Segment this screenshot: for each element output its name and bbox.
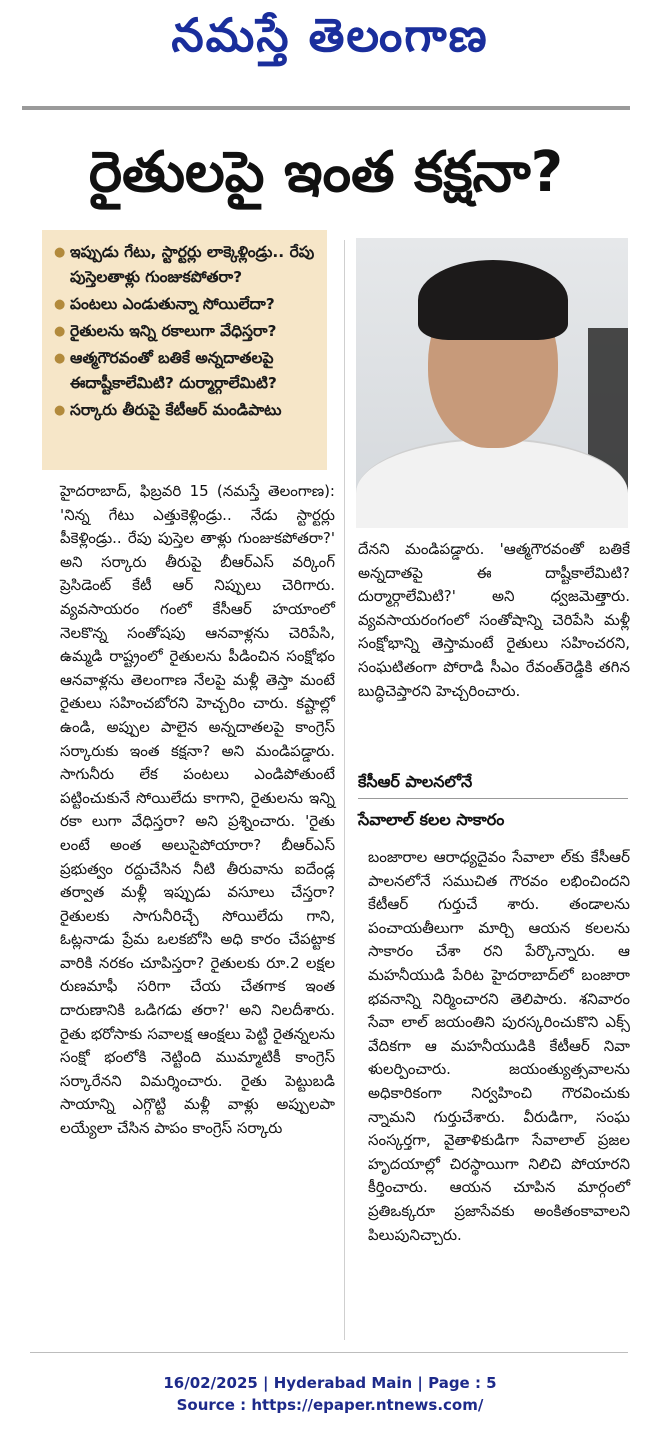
footer-date-edition: 16/02/2025 | Hyderabad Main | Page : 5 [163,1374,497,1392]
headline: రైతులపై ఇంత కక్షనా? [88,140,564,205]
article-body-right-bottom: బంజారాల ఆరాధ్యదైవం సేవాలా ల్‌కు కేసీఆర్ పాలనలోనే సముచిత గౌరవం లభించిందని కేటీఆర్ గుర్తుచే శారు. తండాలను పంచాయతీలుగా మార్చి ఆయన కలలను సాకారం చేశా రని పేర్కొన్నారు. ఆ మహనీయుడి పేరిట హైదరాబాద్‌లో బంజారా భవనాన్ని నిర్మించారని తెలిపారు. శనివారం సేవా లాల్ జయంతిని పురస్కరించుకొని ఎక్స్ వేదికగా ఆ మహనీయుడికి కేటీఆర్ నివా ళులర్పించారు. జయంత్యుత్సవాలను అధికారికంగా నిర్వహించి గౌరవించుకు న్నామని గుర్తుచేశారు. వీరుడిగా, సంఘ సంస్కర్తగా, వైతాళికుడిగా సేవాలాల్ ప్రజల హృదయాల్లో చిరస్థాయిగా నిలిచి పోయారని కీర్తించారు. ఆయన చూపిన మార్గంలో ప్రతిఒక్కరూ ప్రజాసేవకు అంకితంకావాలని పిలుపునిచ్చారు. [368,848,630,1244]
column-divider [344,240,345,1340]
masthead-rule [22,106,630,110]
bullet-icon: ● [54,324,66,339]
photo-hair [418,260,568,340]
footer-rule [30,1352,628,1353]
subheading-rule [358,798,628,799]
masthead [0,0,660,100]
highlight-item: ● ఇప్పుడు గేటు, స్టార్టర్లు లాక్కెళ్లిండ్రు.. రేపు పుస్తెలతాళ్లు గుంజుకపోతరా? [54,240,319,290]
bullet-icon: ● [54,351,66,366]
newspaper-logo: నమస్తే తెలంగాణ [171,8,489,62]
highlight-item: ● రైతులను ఇన్ని రకాలుగా వేధిస్తరా? [54,319,319,344]
footer [0,1372,660,1416]
article-body-right-top: దేనని మండిపడ్డారు. 'ఆత్మగౌరవంతో బతికే అన్నదాతపై ఈ దాష్టీకాలేమిటి? దుర్మార్గాలేమిటి?' అని ధ్వజమెత్తారు. వ్యవసాయరంగంలో సంతోషాన్ని చెరిపేసి మళ్లీ సంక్షోభాన్ని తెస్తామంటే రైతులు సహించరని, సంఘటితంగా పోరాడి సీఎం రేవంత్‌రెడ్డికి తగిన బుద్ధిచెప్తారని హెచ్చరించారు. [358,540,630,700]
subheading-2: సేవాలాల్ కలల సాకారం [358,810,505,829]
bullet-icon: ● [54,403,66,418]
article-body-left: హైదరాబాద్, ఫిబ్రవరి 15 (నమస్తే తెలంగాణ): 'నిన్న గేటు ఎత్తుకెళ్లిండ్రు.. నేడు స్టార్టర్లు పీకెళ్లిండ్రు.. రేపు పుస్తెల తాళ్లు గుంజుకపోతరా?' అని సర్కారు తీరుపై బీఆర్ఎస్ వర్కింగ్ ప్రెసిడెంట్ కేటీ ఆర్ నిప్పులు చెరిగారు. వ్యవసాయరం గంలో కేసీఆర్ హయాంలో నెలకొన్న సంతోషపు ఆనవాళ్లను చెరిపేసి, ఉమ్మడి రాష్ట్రంలో రైతులను పీడించిన సంక్షోభం ఆనవాళ్లను తెలంగాణ నేలపై మళ్లీ తెస్తా మంటే రైతులు సహించబోరని హెచ్చరిం చారు. కష్టాల్లో ఉండి, అప్పుల పాలైన అన్నదాతలపై కాంగ్రెస్ సర్కారుకు ఇంత కక్షనా? అని మండిపడ్డారు. సాగునీరు లేక పంటలు ఎండిపోతుంటే పట్టించుకునే సోయిలేదు కాగాని, రైతులను ఇన్ని రకా లుగా వేధిస్తరా? అని ప్రశ్నించారు. 'రైతు లంటే అంత అలుసైపోయారా? బీఆర్ఎస్ ప్రభుత్వం రద్దుచేసిన నీటి తీరువాను ఐదేండ్ల తర్వాత మళ్లీ ఇప్పుడు వసూలు చేస్తరా? రైతులకు సాగునీరిచ్చే సోయిలేదు గాని, ఓట్లనాడు ప్రేమ ఒలకబోసి అధి కారం చేపట్టాక వారికి నరకం చూపిస్తరా? రైతులకు రూ.2 లక్షల రుణమాఫీ సరిగా చేయ చేతగాక ఇంత దారుణానికి ఒడిగడు తరా?' అని నిలదీశారు. రైతు భరోసాకు సవాలక్ష ఆంక్షలు పెట్టి రైతన్నలను సంక్షో భంలోకి నెట్టింది ముమ్మాటికీ కాంగ్రెస్ సర్కారేనని విమర్శించారు. రైతు పెట్టుబడి సాయాన్ని ఎగ్గొట్టి మళ్లీ వాళ్లు అప్పులపా లయ్యేలా చేసిన పాపం కాంగ్రెస్ సర్కారు [60,482,335,1138]
subheading-1: కేసీఆర్ పాలనలోనే [358,772,473,791]
highlight-item: ● సర్కారు తీరుపై కేటీఆర్ మండిపాటు [54,398,319,423]
bullet-icon: ● [54,245,66,260]
bullet-icon: ● [54,297,66,312]
highlight-item: ● పంటలు ఎండుతున్నా సోయిలేదా? [54,292,319,317]
footer-source: Source : https://epaper.ntnews.com/ [176,1396,484,1414]
highlight-item: ● ఆత్మగౌరవంతో బతికే అన్నదాతలపై ఈదాష్టీకాలేమిటి? దుర్మార్గాలేమిటి? [54,346,319,396]
article-photo [356,238,628,528]
highlights-box [42,230,327,470]
